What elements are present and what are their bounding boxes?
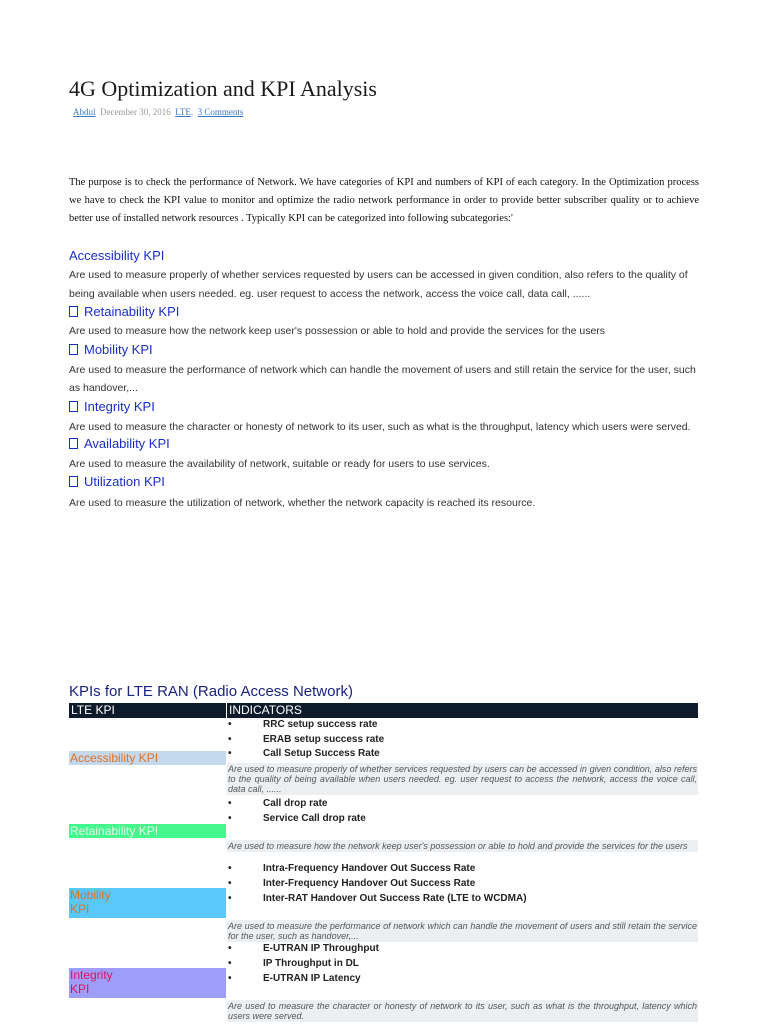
indicator-item: • Call Setup Success Rate	[228, 748, 380, 759]
intro-paragraph: The purpose is to check the performance of Network. We have categories of KPI and numbers of KPI of each category. In the Optimization process we have to check the KPI value to monitor and optimize the radio network performance in order to provide better subscriber quality or to achieve better use of installed network resources . Typically KPI can be categorized into following subcategories:'	[69, 177, 699, 224]
indicator-item: • IP Throughput in DL	[228, 958, 359, 969]
checkbox-icon	[69, 306, 78, 317]
bullet-icon: •	[228, 973, 232, 984]
row-label-accessibility: Accessibility KPI	[69, 751, 226, 765]
row-desc-integrity: Are used to measure the character or honesty of network to its user, such as what is the throughput, latency which users were served.	[228, 1001, 697, 1021]
kpi-heading-utilization: Utilization KPI	[69, 474, 165, 489]
indicator-item: • Inter-RAT Handover Out Success Rate (LTE to WCDMA)	[228, 893, 527, 904]
kpi-desc-accessibility: Are used to measure properly of whether services requested by users can be accessed in given condition, also refers to the quality of being available when users needed. eg. user request to access the network, access the voice call, data call, ......	[69, 269, 688, 300]
checkbox-icon	[69, 438, 78, 449]
bullet-icon: •	[228, 863, 232, 874]
indicator-item: • E-UTRAN IP Latency	[228, 973, 361, 984]
bullet-icon: •	[228, 958, 232, 969]
kpi-desc-retainability: Are used to measure how the network keep user's possession or able to hold and provide the services for the users	[69, 325, 606, 337]
page-title: 4G Optimization and KPI Analysis	[69, 76, 377, 101]
kpi-desc-mobility: Are used to measure the performance of network which can handle the movement of users and still retain the service for the user, such as handover,...	[69, 364, 696, 394]
indicator-item: • RRC setup success rate	[228, 719, 378, 730]
kpi-desc-availability: Are used to measure the availability of network, suitable or ready for users to use services.	[69, 458, 490, 470]
indicator-item: • Inter-Frequency Handover Out Success Rate	[228, 878, 476, 889]
row-desc-mobility: Are used to measure the performance of network which can handle the movement of users and still retain the service for the user, such as handover,...	[228, 921, 697, 941]
row-label-line: Mobility	[70, 888, 111, 902]
row-label-line: KPI	[70, 982, 90, 996]
table-title: KPIs for LTE RAN (Radio Access Network)	[69, 683, 353, 700]
row-label-retainability: Retainability KPI	[69, 824, 226, 838]
post-date: December 30, 2016	[100, 107, 171, 117]
row-label-mobility	[69, 888, 226, 918]
row-label-line: Integrity	[70, 968, 113, 982]
indicator-item: • Service Call drop rate	[228, 813, 366, 824]
indicator-item: • Intra-Frequency Handover Out Success Rate	[228, 863, 476, 874]
kpi-heading-integrity: Integrity KPI	[69, 399, 155, 414]
post-meta	[73, 107, 243, 117]
bullet-icon: •	[228, 734, 232, 745]
author-link[interactable]: Abdul	[73, 107, 96, 117]
table-header-lte-kpi: LTE KPI	[69, 703, 226, 718]
bullet-icon: •	[228, 943, 232, 954]
bullet-icon: •	[228, 813, 232, 824]
bullet-icon: •	[228, 878, 232, 889]
comments-link[interactable]: 3 Comments	[197, 107, 244, 117]
checkbox-icon	[69, 344, 78, 355]
category-link[interactable]: LTE	[175, 107, 191, 117]
indicator-item: • ERAB setup success rate	[228, 734, 385, 745]
kpi-desc-utilization: Are used to measure the utilization of network, whether the network capacity is reached its resource.	[69, 497, 536, 509]
checkbox-icon	[69, 476, 78, 487]
bullet-icon: •	[228, 748, 232, 759]
bullet-icon: •	[228, 798, 232, 809]
kpi-heading-mobility: Mobility KPI	[69, 342, 153, 357]
kpi-heading-accessibility: Accessibility KPI	[69, 248, 165, 263]
row-label-integrity	[69, 968, 226, 998]
table-header-indicators: INDICATORS	[227, 703, 698, 718]
row-desc-accessibility: Are used to measure properly of whether services requested by users can be accessed in given condition, also refers to the quality of being available when users needed. eg. user request to access the network, access the voice call, data call, ......	[228, 764, 697, 794]
meta-separator: ,	[190, 107, 194, 117]
row-desc-retainability: Are used to measure how the network keep user's possession or able to hold and provide the services for the users	[227, 840, 698, 852]
row-label-line: KPI	[70, 902, 90, 916]
bullet-icon: •	[228, 719, 232, 730]
kpi-heading-availability: Availability KPI	[69, 436, 170, 451]
indicator-item: • E-UTRAN IP Throughput	[228, 943, 379, 954]
kpi-desc-integrity: Are used to measure the character or honesty of network to its user, such as what is the throughput, latency which users were served.	[69, 421, 691, 433]
checkbox-icon	[69, 401, 78, 412]
indicator-item: • Call drop rate	[228, 798, 328, 809]
bullet-icon: •	[228, 893, 232, 904]
kpi-heading-retainability: Retainability KPI	[69, 304, 179, 319]
